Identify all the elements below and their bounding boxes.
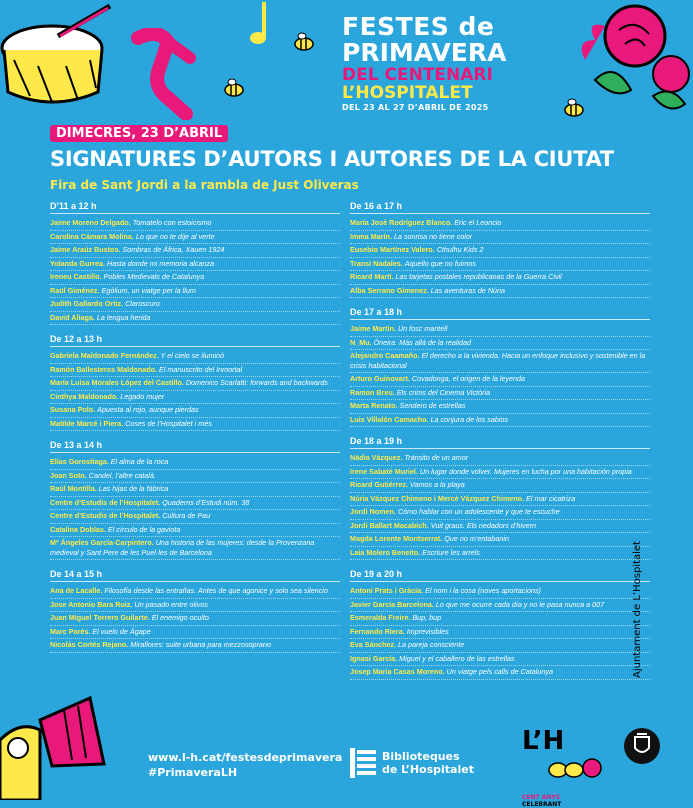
- author-name: Marta Renato.: [350, 401, 398, 410]
- author-entry: [350, 323, 650, 337]
- author-entry: [350, 493, 650, 507]
- author-entry: [50, 364, 340, 378]
- celebrant-text: CELEBRANT: [522, 801, 562, 808]
- brand-dates: DEL 23 AL 27 D’ABRIL DE 2025: [342, 103, 489, 112]
- author-name: María José Rodríguez Blanco.: [350, 218, 453, 227]
- author-entry: [50, 231, 340, 245]
- book-title: Las hijas de la fábrica: [98, 484, 169, 493]
- library-icon: [350, 748, 376, 778]
- book-title: Filosofía desde las entrañas. Antes de que agonice y solo sea silencio: [104, 586, 328, 595]
- author-name: Núria Vázquez Chimeno i Mercè Vázquez Chimeno.: [350, 493, 525, 503]
- brand-line-hospitalet: L’HOSPITALET: [342, 83, 473, 103]
- brand-line-centenari: DEL CENTENARI: [342, 65, 493, 85]
- time-slot-title: De 19 a 20 h: [350, 568, 650, 582]
- author-name: Jaime Martín.: [350, 324, 396, 333]
- book-title: Tomatelo con estoicismo: [132, 218, 212, 227]
- book-title: Escriure les arrels: [422, 547, 480, 557]
- author-entry: [350, 533, 650, 547]
- book-title: La pareja consciente: [397, 640, 465, 649]
- author-entry: [350, 466, 650, 480]
- schedule-right-column: [350, 200, 650, 688]
- time-slot-title: De 12 a 13 h: [50, 333, 340, 347]
- author-entry: [350, 666, 650, 680]
- author-entry: [50, 639, 340, 653]
- author-entry: [350, 639, 650, 653]
- author-name: Javier García Barcelona.: [350, 599, 434, 609]
- author-entry: [350, 350, 650, 373]
- book-title: El vuelo de Ágape: [92, 626, 151, 636]
- time-slot: [350, 306, 650, 427]
- author-name: Eusebio Martínez Valero.: [350, 245, 435, 254]
- author-entry: [50, 391, 340, 405]
- author-entry: [350, 400, 650, 414]
- ajuntament-label: Ajuntament de L’Hospitalet: [632, 541, 643, 678]
- author-entry: [50, 483, 340, 497]
- author-name: Ricard Martí.: [350, 272, 394, 281]
- author-entry: [50, 377, 340, 391]
- book-title: Vamos a la playa: [409, 480, 465, 489]
- author-name: Ramón Ballesteros Maldonado.: [50, 364, 158, 374]
- book-title: Lo que me ocurre cada día y no le pasa nunca a 007: [435, 599, 605, 609]
- author-entry: [50, 524, 340, 538]
- author-name: Marc Parés.: [50, 626, 91, 636]
- book-title: El enemigo oculto: [151, 613, 209, 622]
- festival-brand: [342, 14, 552, 114]
- author-entry: [50, 470, 340, 484]
- author-name: Centre d’Estudis de l’Hospitalet.: [50, 497, 161, 507]
- book-title: El círculo de la gaviota: [107, 524, 181, 534]
- author-name: Luis Villalón Camacho.: [350, 414, 429, 424]
- book-title: La lengua herida: [96, 312, 151, 322]
- book-title: Hasta donde mi memoria alcanza: [107, 258, 215, 268]
- author-name: Cinthya Maldonado.: [50, 391, 119, 401]
- time-slot-title: De 13 a 14 h: [50, 439, 340, 453]
- time-slot: [50, 439, 340, 560]
- author-entry: [350, 599, 650, 613]
- author-entry: [350, 285, 650, 299]
- time-slot: [50, 200, 340, 325]
- cent-anys-logo: [522, 728, 602, 808]
- author-entry: [50, 537, 340, 560]
- author-name: Judith Gallardo Ortiz.: [50, 299, 124, 308]
- author-name: Ignasi García.: [350, 653, 398, 663]
- book-title: La conjura de los sabios: [430, 414, 509, 424]
- book-title: Egòlium, un viatge per la llum: [101, 285, 196, 295]
- author-name: Eva Sánchez.: [350, 640, 396, 649]
- book-title: Apuesta al rojo, aunque pierdas: [97, 405, 199, 414]
- hashtag: #PrimaveraLH: [148, 766, 238, 779]
- author-name: Matilde Marcé i Piera.: [50, 418, 124, 428]
- author-entry: [350, 217, 650, 231]
- page-title: SIGNATURES D’AUTORS I AUTORES DE LA CIUTAT: [50, 147, 614, 171]
- author-entry: [50, 599, 340, 613]
- book-title: Un viatge pels calls de Catalunya: [446, 667, 553, 676]
- time-slot-title: De 18 a 19 h: [350, 435, 650, 449]
- author-name: Ricard Gutiérrez.: [350, 480, 408, 489]
- author-entry: [350, 271, 650, 285]
- author-name: Ana de Lacalle.: [50, 586, 103, 595]
- book-title: El derecho a la vivienda. Hacia un enfoque inclusivo y sostenible en la crisis habitacional: [350, 351, 646, 370]
- flower-icon: [575, 0, 693, 118]
- author-name: Laia Molero Beneito.: [350, 547, 421, 557]
- book-title: Sombras de África, Xauen 1924: [122, 245, 225, 254]
- book-title: Pobles Medievals de Catalunya: [103, 272, 205, 281]
- time-slot-title: D’11 a 12 h: [50, 200, 340, 214]
- book-title: El manuscrito del Inmortal: [159, 364, 243, 374]
- author-entry: [50, 298, 340, 312]
- book-title: Sendero de estrellas: [399, 401, 466, 410]
- megaphone-icon: [0, 680, 110, 800]
- time-slot: [350, 435, 650, 560]
- author-name: Joan Soto.: [50, 470, 87, 480]
- lh-logo-text: L’H: [522, 726, 565, 756]
- book-title: Que no m’entabanin: [444, 534, 509, 543]
- festival-url-link[interactable]: www.l-h.cat/festesdeprimavera: [148, 751, 343, 764]
- author-name: Raül Giménez.: [50, 285, 100, 295]
- author-entry: [350, 547, 650, 561]
- author-entry: [50, 612, 340, 626]
- author-name: Imma Marín.: [350, 231, 392, 241]
- author-entry: [50, 497, 340, 511]
- author-entry: [350, 585, 650, 599]
- date-badge: DIMECRES, 23 D’ABRIL: [50, 125, 228, 142]
- book-title: Aquello que no fuimos: [404, 258, 476, 268]
- author-name: Juan Miguel Torrero Guilarte.: [50, 613, 150, 622]
- author-name: Jordi Nomen.: [350, 507, 396, 516]
- author-name: Alba Serrano Gimenez.: [350, 285, 429, 295]
- book-title: El nom i la cosa (noves aportacions): [425, 586, 541, 595]
- book-title: Un fosc mantell: [397, 324, 448, 333]
- author-entry: [50, 244, 340, 258]
- author-name: Raúl Montilla.: [50, 484, 97, 493]
- author-entry: [50, 404, 340, 418]
- city-shield-icon: [624, 728, 660, 764]
- bee-icon: [292, 32, 316, 52]
- brand-line-festes: FESTES de: [342, 12, 495, 41]
- author-entry: [50, 456, 340, 470]
- author-entry: [350, 452, 650, 466]
- author-entry: [50, 626, 340, 640]
- author-name: Josep Maria Casas Moreno.: [350, 667, 445, 676]
- book-title: Eric el Leoncio: [454, 218, 502, 227]
- time-slot-title: De 16 a 17 h: [350, 200, 650, 214]
- author-entry: [50, 271, 340, 285]
- book-title: Una historia de las mujeres: desde la Provenzana medieval y Sant Pere de les Puel·les de Barcelona: [50, 538, 315, 557]
- author-entry: [350, 520, 650, 534]
- author-entry: [50, 350, 340, 364]
- author-name: Mª Ángeles García-Carpintero.: [50, 538, 154, 547]
- book-title: Miguel y el caballero de las estrellas: [399, 653, 515, 663]
- footer-links: [148, 750, 342, 780]
- biblioteques-logo: [350, 748, 474, 778]
- biblioteques-line2: de L’Hospitalet: [382, 763, 474, 776]
- author-entry: [350, 612, 650, 626]
- book-title: Coses de l’Hospitalet i més: [125, 418, 212, 428]
- author-name: Nicolás Cortés Rejano.: [50, 640, 129, 649]
- book-title: Els crims del Cinema Victòria: [396, 387, 491, 397]
- author-entry: [50, 312, 340, 326]
- author-entry: [350, 479, 650, 493]
- book-title: Las tarjetas postales republicanas de la Guerra Civil: [395, 272, 562, 281]
- book-title: Cómo hablar con un adolescente y que te escuche: [397, 507, 560, 516]
- book-title: Cthulhu Kids 2: [436, 245, 484, 254]
- bee-icon: [222, 78, 246, 98]
- author-entry: [50, 285, 340, 299]
- author-name: Magda Lorente Montserrat.: [350, 534, 443, 543]
- author-name: Jordi Ballart Macabich.: [350, 520, 429, 530]
- author-entry: [350, 653, 650, 667]
- page-subtitle: Fira de Sant Jordi a la rambla de Just Oliveras: [50, 178, 359, 192]
- book-title: Legado mujer: [120, 391, 165, 401]
- author-name: Yolanda Gurrea.: [50, 258, 105, 268]
- author-name: Esmeralda Freire.: [350, 613, 411, 622]
- book-title: Tránsito de un amor: [404, 453, 469, 462]
- author-name: Nàdia Vázquez.: [350, 453, 403, 462]
- biblioteques-line1: Biblioteques: [382, 750, 460, 763]
- cent-anys-text: CENT ANYS: [522, 794, 561, 801]
- book-title: Un lugar donde volver. Mujeres en lucha por una habitación propia: [419, 466, 632, 476]
- book-title: Candel, l’altre català.: [88, 470, 156, 480]
- time-slot: [50, 568, 340, 653]
- author-name: María Luisa Morales López del Castillo.: [50, 378, 184, 387]
- book-title: Vuit graus. Els nedadors d’hivern: [430, 520, 537, 530]
- author-entry: [50, 510, 340, 524]
- author-name: Gabriela Maldonado Fernández.: [50, 351, 159, 360]
- author-name: Jaime Araúz Bustos.: [50, 245, 121, 254]
- book-title: Lo que no te dije al verte: [135, 231, 215, 241]
- author-entry: [350, 258, 650, 272]
- author-entry: [350, 231, 650, 245]
- brand-line-primavera: PRIMAVERA: [342, 38, 507, 67]
- author-name: Antoni Prats i Gràcia.: [350, 586, 424, 595]
- time-slot-title: De 14 a 15 h: [50, 568, 340, 582]
- book-title: La sonrisa no tiene color: [393, 231, 473, 241]
- book-title: Imprevisibles: [406, 626, 449, 636]
- book-title: El alma de la roca: [110, 457, 169, 466]
- author-entry: [350, 387, 650, 401]
- author-entry: [350, 506, 650, 520]
- book-title: Quaderns d’Estudi núm. 38: [162, 497, 250, 507]
- book-title: Covadonga, el origen de la leyenda: [411, 374, 525, 383]
- author-entry: [350, 244, 650, 258]
- author-name: Arturo Guinovart.: [350, 374, 410, 383]
- book-title: El mar cicatriza: [526, 493, 576, 503]
- author-entry: [350, 626, 650, 640]
- author-name: Transi Nadales.: [350, 258, 403, 268]
- author-name: Jaime Moreno Delgado.: [50, 218, 131, 227]
- book-title: Un pasado entre olivos: [134, 599, 208, 609]
- book-title: Miraflores: suite urbana para mezzosoprano: [130, 640, 271, 649]
- author-name: Jose Antonio Bara Ruiz.: [50, 599, 133, 609]
- author-name: Catalina Doblas.: [50, 524, 106, 534]
- author-name: Centre d’Estudis de l’Hospitalet.: [50, 511, 161, 520]
- author-entry: [50, 418, 340, 432]
- book-title: Cultura de Pau: [162, 511, 211, 520]
- schedule-left-column: [50, 200, 340, 661]
- author-entry: [350, 414, 650, 428]
- author-name: Alejandro Caamaño.: [350, 351, 420, 360]
- book-title: Las aventuras de Núria: [430, 285, 506, 295]
- author-entry: [350, 373, 650, 387]
- book-title: Bup, bup: [412, 613, 442, 622]
- author-entry: [50, 585, 340, 599]
- author-name: Irene Sabaté Muriel.: [350, 466, 418, 476]
- dancing-figure-icon: [128, 28, 208, 120]
- author-name: Susana Polo.: [50, 405, 96, 414]
- author-entry: [50, 258, 340, 272]
- author-name: David Aliaga.: [50, 312, 95, 322]
- time-slot: [50, 333, 340, 431]
- music-note-icon: [244, 0, 274, 50]
- author-entry: [50, 217, 340, 231]
- time-slot-title: De 17 a 18 h: [350, 306, 650, 320]
- book-title: Òneira. Más allá de la realidad: [373, 337, 472, 347]
- time-slot: [350, 568, 650, 680]
- author-name: N_Mu.: [350, 337, 372, 347]
- author-name: Elías Gorostiaga.: [50, 457, 109, 466]
- author-entry: [350, 337, 650, 351]
- author-name: Fernando Riera.: [350, 626, 405, 636]
- flower-icon: [544, 756, 602, 784]
- book-title: Claroscuro: [125, 299, 160, 308]
- author-name: Ireneu Castillo.: [50, 272, 102, 281]
- author-name: Carolina Cámara Molina.: [50, 231, 134, 241]
- book-title: Domenico Scarlatti: forwards and backwards: [185, 378, 329, 387]
- author-name: Ramon Breu.: [350, 387, 395, 397]
- time-slot: [350, 200, 650, 298]
- book-title: Y el cielo se iluminó: [160, 351, 225, 360]
